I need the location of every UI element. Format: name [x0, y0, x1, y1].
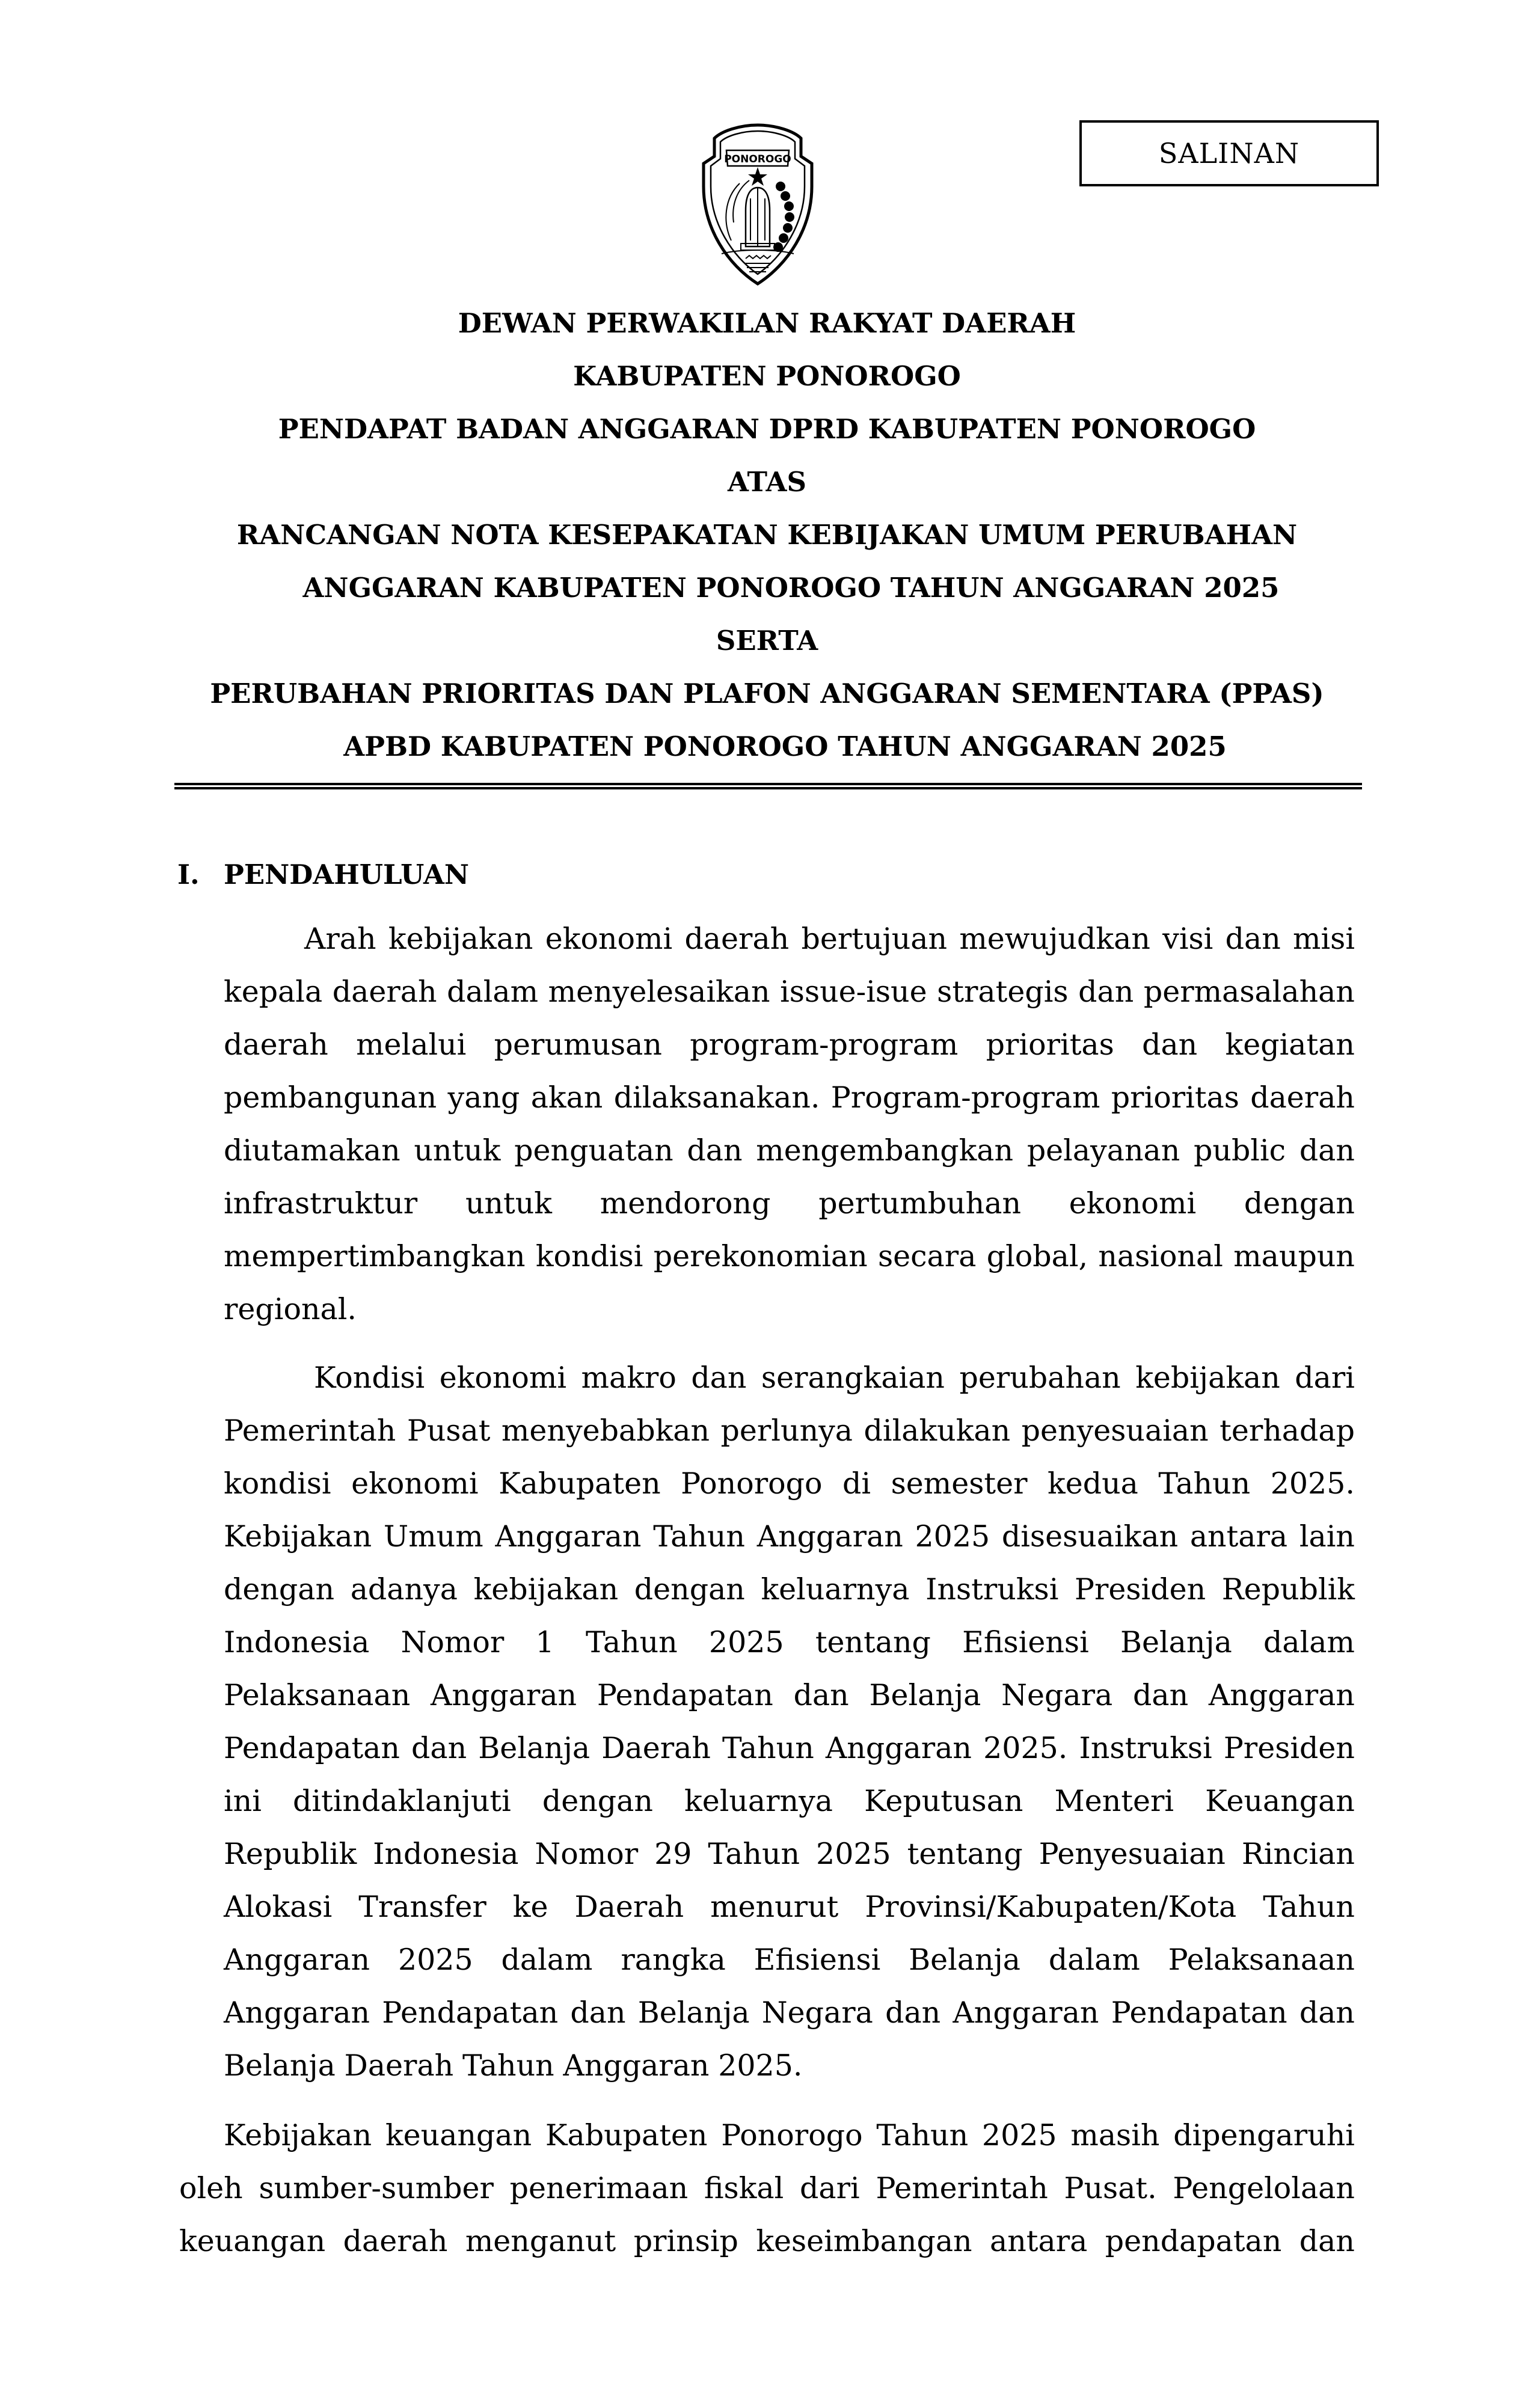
header-line-ppas: PERUBAHAN PRIORITAS DAN PLAFON ANGGARAN SEMENTARA (PPAS): [210, 678, 1324, 709]
paragraph-line: mempertimbangkan kondisi perekonomian secara global, nasional maupun: [224, 1239, 1355, 1273]
header-line-atas: ATAS: [728, 466, 806, 498]
paragraph-line: diutamakan untuk penguatan dan mengembangkan pelayanan public dan: [224, 1133, 1355, 1168]
section-title: PENDAHULUAN: [224, 859, 470, 890]
ponorogo-coat-of-arms-icon: [698, 120, 818, 289]
paragraph-line: kondisi ekonomi Kabupaten Ponorogo di semester kedua Tahun 2025.: [224, 1466, 1355, 1501]
paragraph-line: Indonesia Nomor 1 Tahun 2025 tentang Efisiensi Belanja dalam: [224, 1625, 1355, 1659]
paragraph-line: Belanja Daerah Tahun Anggaran 2025.: [224, 2048, 803, 2083]
paragraph-line: Pelaksanaan Anggaran Pendapatan dan Belanja Negara dan Anggaran: [224, 1678, 1355, 1712]
section-number: I.: [177, 859, 200, 890]
paragraph-line: Anggaran 2025 dalam rangka Efisiensi Belanja dalam Pelaksanaan: [224, 1943, 1355, 1977]
paragraph-line: Pemerintah Pusat menyebabkan perlunya dilakukan penyesuaian terhadap: [224, 1414, 1355, 1448]
header-line-institution: DEWAN PERWAKILAN RAKYAT DAERAH: [458, 307, 1076, 339]
paragraph-line: Republik Indonesia Nomor 29 Tahun 2025 tentang Penyesuaian Rincian: [224, 1837, 1355, 1871]
paragraph-line: oleh sumber-sumber penerimaan fiskal dari Pemerintah Pusat. Pengelolaan: [179, 2171, 1355, 2205]
header-line-draft-memo: RANCANGAN NOTA KESEPAKATAN KEBIJAKAN UMUM PERUBAHAN: [236, 519, 1298, 551]
paragraph-line: Anggaran Pendapatan dan Belanja Negara dan Anggaran Pendapatan dan: [224, 1996, 1355, 2030]
paragraph-line: infrastruktur untuk mendorong pertumbuhan ekonomi dengan: [224, 1186, 1355, 1221]
paragraph-line: Kebijakan keuangan Kabupaten Ponorogo Tahun 2025 masih dipengaruhi: [224, 2118, 1355, 2152]
header-line-budget-year: ANGGARAN KABUPATEN PONOROGO TAHUN ANGGARAN 2025: [302, 572, 1280, 604]
paragraph-line: pembangunan yang akan dilaksanakan. Program-program prioritas daerah: [224, 1080, 1355, 1115]
paragraph-line: Pendapatan dan Belanja Daerah Tahun Anggaran 2025. Instruksi Presiden: [224, 1731, 1355, 1765]
header-line-opinion: PENDAPAT BADAN ANGGARAN DPRD KABUPATEN PONOROGO: [278, 413, 1256, 445]
salinan-label: SALINAN: [1158, 137, 1300, 170]
paragraph-3: [179, 2109, 1355, 2268]
paragraph-line: Arah kebijakan ekonomi daerah bertujuan mewujudkan visi dan misi: [304, 922, 1355, 956]
paragraph-line: daerah melalui perumusan program-program prioritas dan kegiatan: [224, 1028, 1355, 1062]
paragraph-line: kepala daerah dalam menyelesaikan issue-isue strategis dan permasalahan: [224, 975, 1355, 1009]
header-divider-bottom: [174, 787, 1362, 789]
paragraph-line: Alokasi Transfer ke Daerah menurut Provinsi/Kabupaten/Kota Tahun: [224, 1890, 1355, 1924]
svg-text:PONOROGO: PONOROGO: [724, 153, 791, 165]
paragraph-line: Kebijakan Umum Anggaran Tahun Anggaran 2025 disesuaikan antara lain: [224, 1519, 1355, 1554]
salinan-stamp: [1079, 120, 1379, 186]
paragraph-line: dengan adanya kebijakan dengan keluarnya Instruksi Presiden Republik: [224, 1572, 1355, 1607]
header-line-regency: KABUPATEN PONOROGO: [573, 360, 961, 392]
paragraph-2: [224, 1352, 1355, 2092]
header-line-serta: SERTA: [716, 625, 818, 657]
paragraph-line: regional.: [224, 1292, 357, 1326]
header-divider-top: [174, 783, 1362, 785]
paragraph-line: Kondisi ekonomi makro dan serangkaian perubahan kebijakan dari: [314, 1361, 1355, 1395]
paragraph-line: keuangan daerah menganut prinsip keseimbangan antara pendapatan dan: [179, 2224, 1355, 2258]
paragraph-1: [224, 913, 1355, 1336]
header-line-apbd: APBD KABUPATEN PONOROGO TAHUN ANGGARAN 2025: [343, 731, 1227, 762]
paragraph-line: ini ditindaklanjuti dengan keluarnya Keputusan Menteri Keuangan: [224, 1784, 1355, 1818]
